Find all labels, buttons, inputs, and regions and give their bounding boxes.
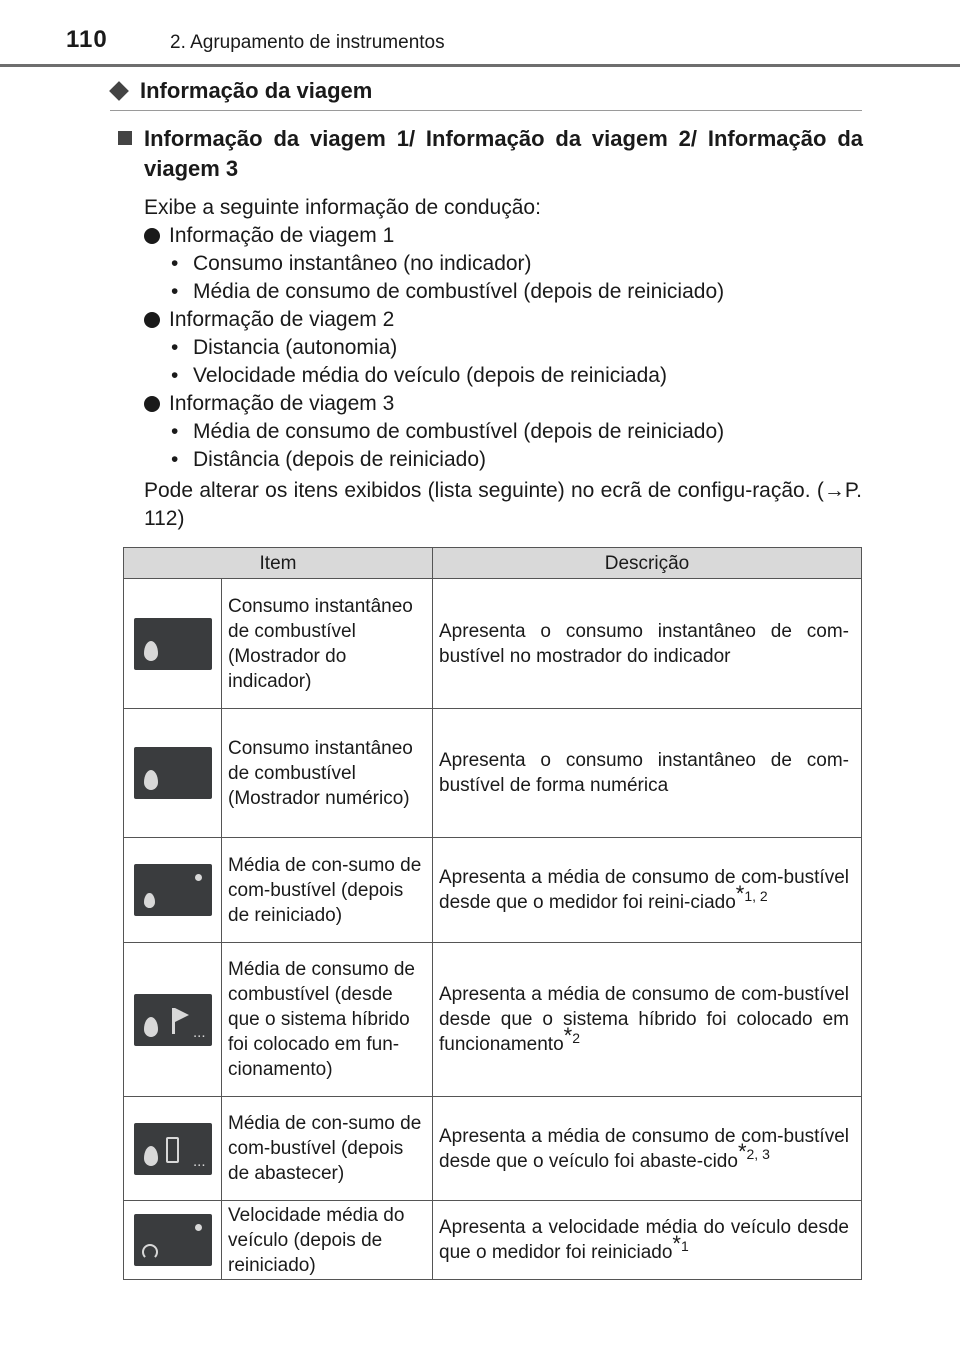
table-row [124,943,862,1097]
subsection-title [118,124,863,184]
item-description: Apresenta a média de consumo de com-bustível desde que o medidor foi reini-ciado$^{*1, 2}$ [433,838,862,943]
page-header [0,0,960,70]
body-text [144,194,862,533]
items-table [123,547,862,1280]
section-title-text: Informação da viagem [140,78,373,103]
item-name: Velocidade média do veículo (depois de reiniciado) [222,1201,433,1280]
item-name: Consumo instantâneo de combustível (Mostrador do indicador) [222,579,433,709]
closing-text: Pode alterar os itens exibidos (lista seguinte) no ecrã de configu-ração. (→P. 112) [144,479,862,530]
subsection-title-text: Informação da viagem 1/ Informação da viagem 2/ Informação da viagem 3 [144,126,863,181]
group-label-2: Informação de viagem 2 [144,306,862,334]
footnote-ref: *1 [672,1230,689,1256]
fuel-drop-reset-icon [134,864,212,916]
list-item: • Velocidade média do veículo (depois de reiniciada) [144,362,862,390]
list-item: • Consumo instantâneo (no indicador) [144,250,862,278]
footnote-ref: *2, 3 [737,1139,770,1165]
footnote-ref: *2 [563,1022,581,1048]
table-header-row [124,548,862,579]
group-label-1: Informação de viagem 1 [144,222,862,250]
item-description: Apresenta o consumo instantâneo de com-bustível de forma numérica [433,709,862,838]
table-row [124,1097,862,1201]
item-description: Apresenta a velocidade média do veículo desde que o medidor foi reiniciado$^{*1}$ [433,1201,862,1280]
item-name: Média de con-sumo de com-bustível (depois de reiniciado) [222,838,433,943]
section-divider [110,110,862,111]
table-row [124,579,862,709]
table-row [124,838,862,943]
chapter-title: 2. Agrupamento de instrumentos [170,32,445,53]
header-description: Descrição [433,548,862,579]
table-row [124,709,862,838]
item-name: Média de consumo de combustível (desde que o sistema híbrido foi colocado em fun-cionamento) [222,943,433,1097]
group-label-3: Informação de viagem 3 [144,390,862,418]
item-name: Média de con-sumo de com-bustível (depois de abastecer) [222,1097,433,1201]
fuel-drop-flag-icon: ... [134,994,212,1046]
section-title [110,78,372,104]
header-item: Item [124,548,433,579]
item-description: Apresenta a média de consumo de com-bustível desde que o sistema híbrido foi colocado em funcionamento$^{*2}$ [433,943,862,1097]
page-reference-link[interactable]: P. 112 [144,479,862,530]
diamond-bullet-icon [109,81,129,101]
speed-gauge-reset-icon [134,1214,212,1266]
list-item: • Média de consumo de combustível (depois de reiniciado) [144,418,862,446]
item-name: Consumo instantâneo de combustível (Mostrador numérico) [222,709,433,838]
item-description: Apresenta o consumo instantâneo de com-bustível no mostrador do indicador [433,579,862,709]
footnote-ref: *1, 2 [735,880,768,906]
intro-text: Exibe a seguinte informação de condução: [144,196,541,219]
round-bullet-icon [144,312,160,328]
fuel-drop-pump-icon: ... [134,1123,212,1175]
item-description: Apresenta a média de consumo de com-bustível desde que o veículo foi abaste-cido$^{*2, 3}$ [433,1097,862,1201]
header-divider [0,64,960,67]
list-item: • Média de consumo de combustível (depois de reiniciado) [144,278,862,306]
page-number: 110 [66,26,108,53]
fuel-drop-icon [134,618,212,670]
fuel-drop-icon [134,747,212,799]
list-item: • Distancia (autonomia) [144,334,862,362]
list-item: • Distância (depois de reiniciado) [144,446,862,474]
table-row [124,1201,862,1280]
square-bullet-icon [118,131,132,145]
round-bullet-icon [144,396,160,412]
arrow-icon: → [823,479,845,502]
round-bullet-icon [144,228,160,244]
